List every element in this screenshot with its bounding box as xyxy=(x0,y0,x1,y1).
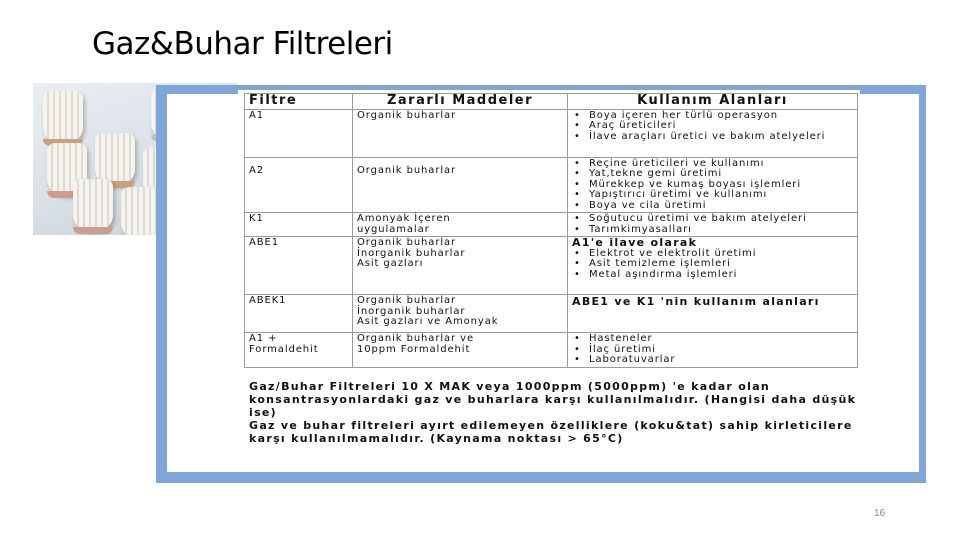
note-paragraph: Gaz/Buhar Filtreleri 10 X MAK veya 1000ppm (5000ppm) 'e kadar olan konsantrasyonlardaki gaz ve buharlara karşı kullanılmalıdır. (Hangisi daha düşük ise) xyxy=(249,380,857,419)
uses-item: • Laboratuvarlar xyxy=(572,355,853,366)
uses-item: • Elektrot ve elektrolit üretimi xyxy=(572,249,853,260)
filter-cartridge xyxy=(43,91,83,143)
filter-name: ABEK1 xyxy=(245,295,353,333)
uses-item: • Metal aşındırma işlemleri xyxy=(572,270,853,281)
harmful-cell xyxy=(353,333,568,368)
harmful-item: Amonyak İçeren xyxy=(357,213,451,224)
harmful-item: Asit gazları ve Amonyak xyxy=(357,316,499,327)
harmful-item: Organik buharlar xyxy=(357,295,457,306)
filter-table xyxy=(244,93,858,368)
table-header-row xyxy=(245,94,858,110)
uses-item: • Boya ve cila üretimi xyxy=(572,201,853,212)
filter-name: K1 xyxy=(245,213,353,237)
harmful-item: Organik buharlar xyxy=(357,164,457,176)
note-paragraph: Gaz ve buhar filtreleri ayırt edilemeyen özelliklere (koku&tat) sahip kirleticilere karşı kullanılmamalıdır. (Kaynama noktası > 65°C) xyxy=(249,419,853,445)
harmful-item: Asit gazları xyxy=(357,258,424,269)
table-row xyxy=(245,157,858,213)
filter-name: A2 xyxy=(245,157,353,213)
filter-cartridge xyxy=(95,133,135,185)
uses-title: ABE1 ve K1 'nin kullanım alanları xyxy=(572,295,820,308)
page-number: 16 xyxy=(874,508,886,519)
uses-item: • Mürekkep ve kumaş boyası işlemleri xyxy=(572,180,853,191)
filter-notes xyxy=(249,380,861,445)
harmful-cell xyxy=(353,237,568,295)
harmful-item: Organik buharlar xyxy=(357,109,457,121)
uses-item: • Hasteneler xyxy=(572,334,853,345)
table-row xyxy=(245,333,858,368)
harmful-cell xyxy=(353,213,568,237)
uses-item: • Araç üreticileri xyxy=(572,121,853,132)
filter-cartridge xyxy=(73,179,113,231)
uses-item: • Reçine üreticileri ve kullanımı xyxy=(572,159,853,170)
filter-name: A1 xyxy=(245,109,353,157)
harmful-item: uygulamalar xyxy=(357,223,430,235)
harmful-item: Organik buharlar ve xyxy=(357,333,474,344)
harmful-cell xyxy=(353,157,568,213)
uses-cell xyxy=(568,157,858,213)
table-row xyxy=(245,213,858,237)
uses-cell xyxy=(568,237,858,295)
column-header-filter: Filtre xyxy=(245,94,353,110)
harmful-item: Organik buharlar xyxy=(357,237,457,248)
harmful-cell xyxy=(353,109,568,157)
uses-item: • İlaç üretimi xyxy=(572,345,853,356)
filter-name: A1 + Formaldehit xyxy=(245,333,353,368)
table-row xyxy=(245,109,858,157)
uses-item: • Boya içeren her türlü operasyon xyxy=(572,111,853,122)
uses-cell xyxy=(568,333,858,368)
uses-item: • Tarımkimyasalları xyxy=(572,225,853,236)
harmful-cell xyxy=(353,295,568,333)
harmful-item: 10ppm Formaldehit xyxy=(357,343,471,355)
table-row xyxy=(245,237,858,295)
filter-cartridge xyxy=(121,187,161,235)
column-header-harmful: Zararlı Maddeler xyxy=(353,94,568,110)
harmful-item: İnorganik buharlar xyxy=(357,305,466,317)
uses-item: • Yat,tekne gemi üretimi xyxy=(572,169,853,180)
uses-cell xyxy=(568,295,858,333)
filter-name: ABE1 xyxy=(245,237,353,295)
uses-item: • İlave araçları üretici ve bakım atelyeleri xyxy=(572,132,853,143)
column-header-uses: Kullanım Alanları xyxy=(568,94,858,110)
uses-item: • Yapıştırıcı üretimi ve kullanımı xyxy=(572,190,853,201)
uses-item: • Soğutucu üretimi ve bakım atelyeleri xyxy=(572,214,853,225)
uses-cell xyxy=(568,213,858,237)
uses-item: • Asit temizleme işlemleri xyxy=(572,259,853,270)
uses-title: A1'e ilave olarak xyxy=(572,236,698,249)
uses-cell xyxy=(568,109,858,157)
harmful-item: İnorganik buharlar xyxy=(357,247,466,259)
table-row xyxy=(245,295,858,333)
slide-title: Gaz&Buhar Filtreleri xyxy=(92,26,393,62)
